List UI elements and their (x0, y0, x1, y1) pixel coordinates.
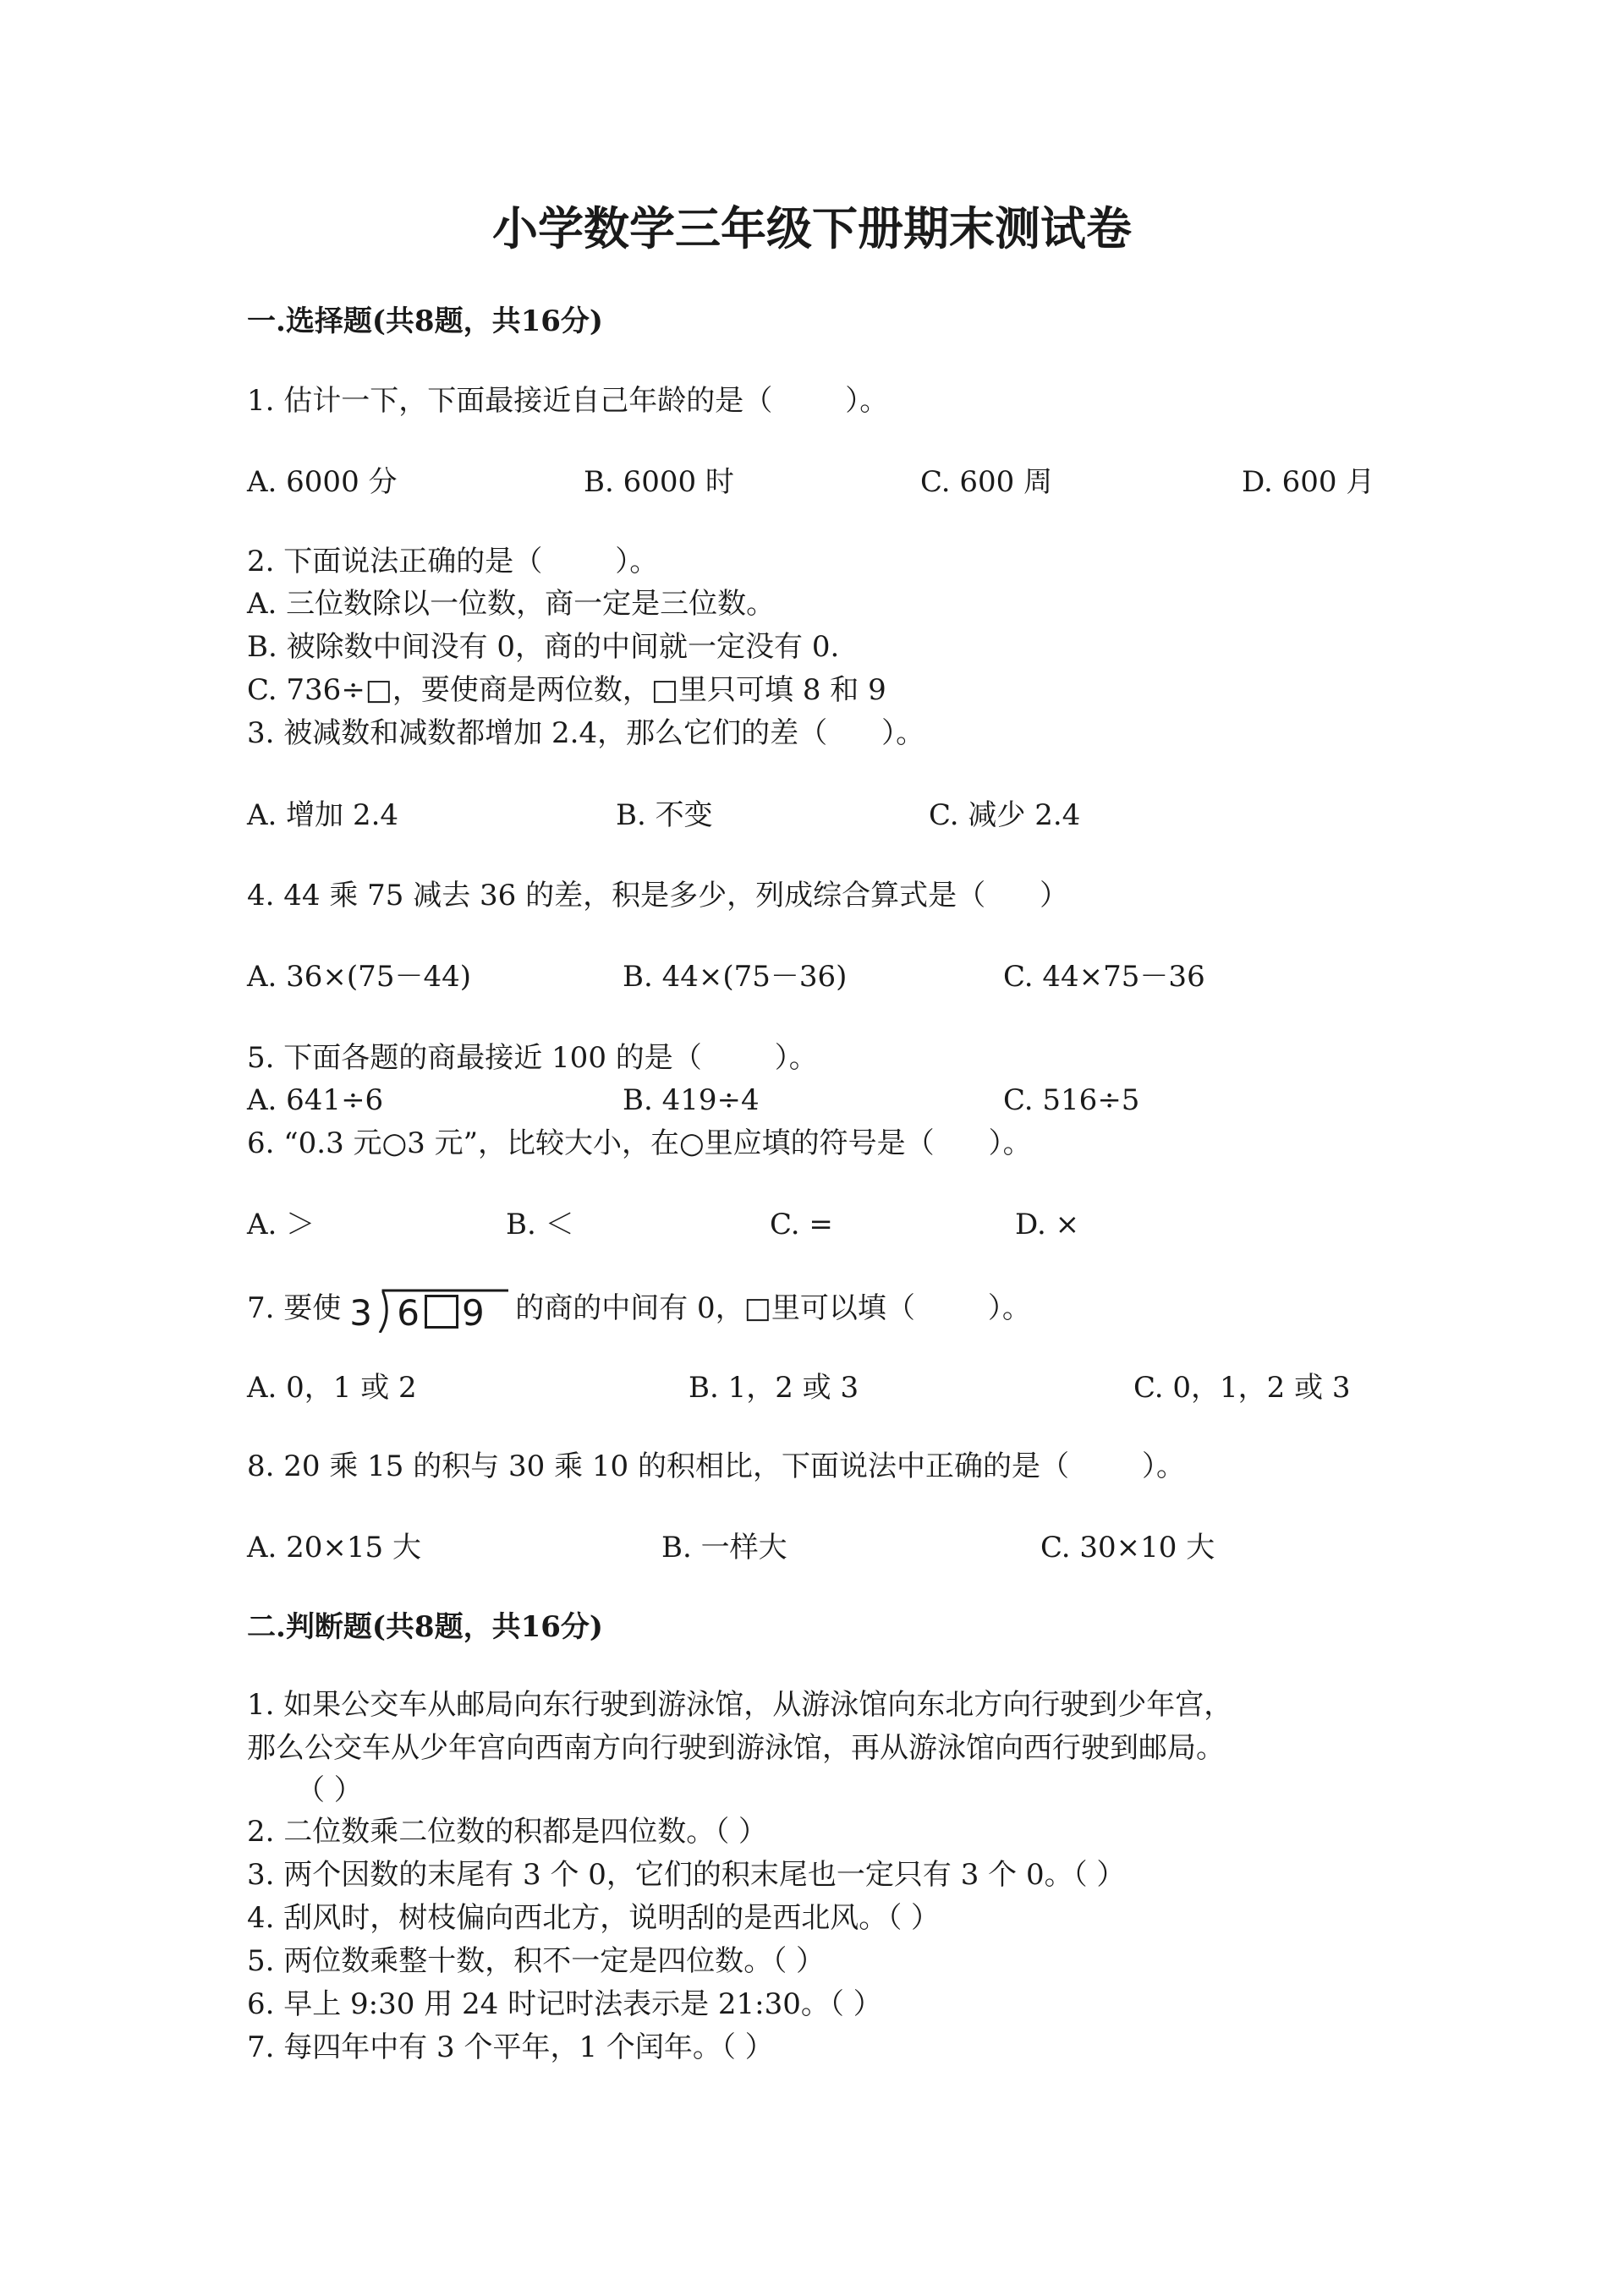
question-4 (247, 875, 1068, 916)
question-2 (247, 541, 658, 582)
q6-option-c: C. = (770, 1208, 833, 1241)
judgement-4: 4. 刮风时，树枝偏向西北方，说明刮的是西北风。（ ） (247, 1901, 941, 1935)
question-8-tail: ）。 (1141, 1449, 1185, 1483)
q1-option-d: D. 600 月 (1242, 465, 1375, 499)
question-5-tail: ）。 (774, 1041, 818, 1075)
q1-option-a: A. 6000 分 (247, 465, 398, 499)
question-3-stem: 3. 被减数和减数都增加 2.4，那么它们的差（ (247, 716, 828, 750)
q5-option-a: A. 641÷6 (247, 1083, 384, 1117)
judgement-7: 7. 每四年中有 3 个平年，1 个闰年。（ ） (247, 2030, 774, 2064)
q5-option-b: B. 419÷4 (623, 1083, 760, 1117)
judgement-3: 3. 两个因数的末尾有 3 个 0，它们的积末尾也一定只有 3 个 0。（ ） (247, 1858, 1126, 1892)
question-2-tail: ）。 (615, 545, 659, 578)
q1-option-c: C. 600 周 (920, 465, 1053, 499)
question-4-tail: ） (1040, 879, 1069, 912)
question-6-stem: 6. “0.3 元○3 元”，比较大小，在○里应填的符号是（ (247, 1126, 935, 1160)
question-7-stem: 7. 要使 (247, 1291, 342, 1325)
page-title: 小学数学三年级下册期末测试卷 (492, 201, 1132, 255)
judgement-1-line-2: 那么公交车从少年宫向西南方向行驶到游泳馆，再从游泳馆向西行驶到邮局。 (247, 1731, 1225, 1765)
question-7-after: 的商的中间有 0，□里可以填（ (515, 1291, 915, 1325)
question-7-tail: ）。 (987, 1291, 1031, 1325)
q6-option-a: A. ＞ (247, 1208, 315, 1241)
q6-option-d: D. × (1015, 1208, 1080, 1241)
q4-option-c: C. 44×75－36 (1003, 960, 1205, 994)
question-1-tail: ）。 (845, 384, 889, 418)
question-8 (247, 1446, 1185, 1487)
question-6 (247, 1123, 1032, 1164)
q3-option-a: A. 增加 2.4 (247, 798, 399, 832)
empty-box-icon (425, 1295, 458, 1329)
q7-option-c: C. 0，1，2 或 3 (1133, 1371, 1351, 1405)
dividend-right-digit: 9 (461, 1292, 486, 1334)
q7-option-b: B. 1，2 或 3 (689, 1371, 859, 1405)
division-dividend (397, 1292, 486, 1334)
q5-option-c: C. 516÷5 (1003, 1083, 1140, 1117)
q3-option-b: B. 不变 (616, 798, 713, 832)
q1-option-b: B. 6000 时 (584, 465, 734, 499)
section-heading-choice: 一.选择题(共8题，共16分) (247, 304, 603, 338)
division-divisor: 3 (349, 1292, 372, 1334)
section-heading-judgement: 二.判断题(共8题，共16分) (247, 1610, 603, 1644)
judgement-1-line-1: 1. 如果公交车从邮局向东行驶到游泳馆，从游泳馆向东北方向行驶到少年宫， (247, 1688, 1233, 1722)
q4-option-b: B. 44×(75－36) (623, 960, 848, 994)
q2-option-a: A. 三位数除以一位数，商一定是三位数。 (247, 587, 776, 621)
question-1 (247, 381, 888, 421)
q8-option-a: A. 20×15 大 (247, 1531, 421, 1564)
q2-option-b: B. 被除数中间没有 0，商的中间就一定没有 0. (247, 630, 840, 664)
judgement-5: 5. 两位数乘整十数，积不一定是四位数。（ ） (247, 1944, 826, 1978)
question-6-tail: ）。 (988, 1126, 1032, 1160)
question-8-stem: 8. 20 乘 15 的积与 30 乘 10 的积相比，下面说法中正确的是（ (247, 1449, 1069, 1483)
question-2-stem: 2. 下面说法正确的是（ (247, 545, 543, 578)
question-4-stem: 4. 44 乘 75 减去 36 的差，积是多少，列成综合算式是（ (247, 879, 986, 912)
judgement-6: 6. 早上 9:30 用 24 时记时法表示是 21:30。（ ） (247, 1987, 882, 2021)
question-5 (247, 1038, 818, 1078)
question-3 (247, 713, 924, 753)
question-5-stem: 5. 下面各题的商最接近 100 的是（ (247, 1041, 702, 1075)
judgement-1-blank: （ ） (296, 1773, 363, 1807)
q7-option-a: A. 0，1 或 2 (247, 1371, 417, 1405)
q6-option-b: B. ＜ (506, 1208, 574, 1241)
q3-option-c: C. 减少 2.4 (929, 798, 1081, 832)
q8-option-c: C. 30×10 大 (1040, 1531, 1215, 1564)
dividend-left-digit: 6 (397, 1292, 421, 1334)
question-7 (247, 1284, 1031, 1333)
long-division-figure (349, 1284, 510, 1333)
q4-option-a: A. 36×(75－44) (247, 960, 471, 994)
q8-option-b: B. 一样大 (661, 1531, 787, 1564)
judgement-2: 2. 二位数乘二位数的积都是四位数。（ ） (247, 1815, 768, 1849)
q2-option-c: C. 736÷□，要使商是两位数，□里只可填 8 和 9 (247, 673, 886, 707)
question-3-tail: ）。 (881, 716, 925, 750)
question-1-stem: 1. 估计一下，下面最接近自己年龄的是（ (247, 384, 773, 418)
